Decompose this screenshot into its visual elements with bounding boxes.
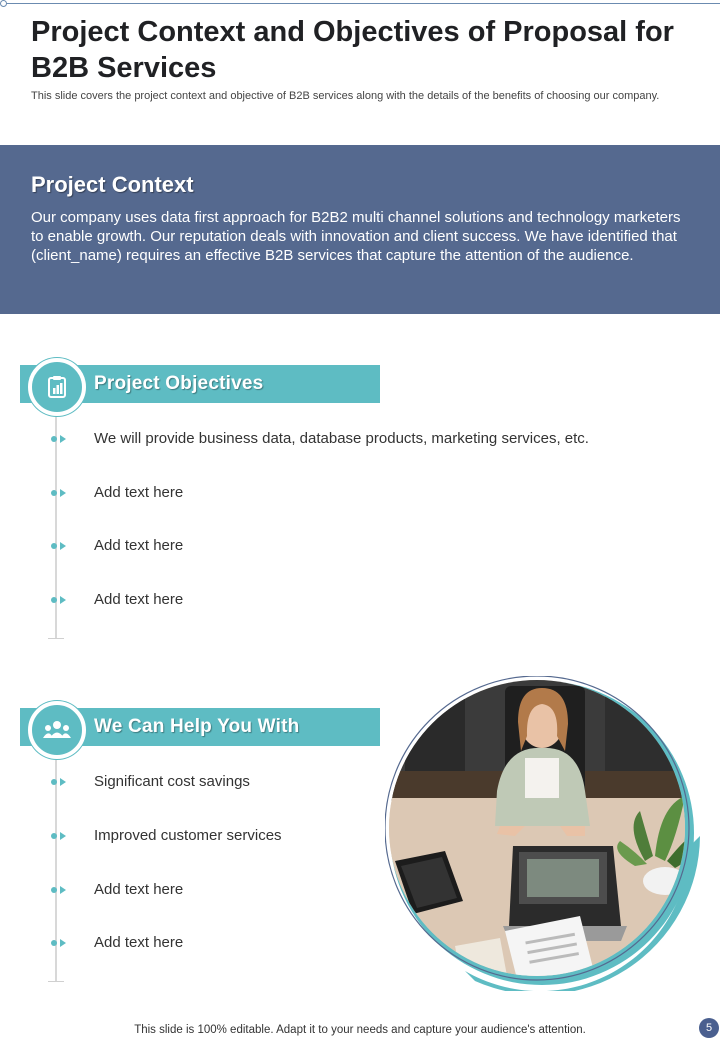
woman-at-laptop-photo <box>385 676 700 991</box>
bullet-icon <box>50 487 68 499</box>
help-item: Improved customer services <box>94 827 282 844</box>
objective-item: Add text here <box>94 484 184 501</box>
bullet-icon <box>50 884 68 896</box>
page-number-badge: 5 <box>699 1018 719 1038</box>
help-item: Add text here <box>94 934 184 951</box>
objective-item: Add text here <box>94 591 184 608</box>
footer-note: This slide is 100% editable. Adapt it to your needs and capture your audience's attention. <box>134 1024 586 1036</box>
objective-item: We will provide business data, database products, marketing services, etc. <box>94 430 589 447</box>
help-title: We Can Help You With <box>94 716 300 737</box>
bullet-icon <box>50 937 68 949</box>
objectives-title: Project Objectives <box>94 373 264 394</box>
objective-item: Add text here <box>94 537 184 554</box>
bullet-icon <box>50 830 68 842</box>
team-icon <box>28 701 86 759</box>
top-rule-dot <box>0 0 7 7</box>
bullet-icon <box>50 776 68 788</box>
page-title: Project Context and Objectives of Proposal for B2B Services <box>31 16 674 84</box>
top-rule <box>4 3 720 4</box>
clipboard-chart-icon <box>28 358 86 416</box>
objectives-timeline-end <box>48 638 64 639</box>
context-title: Project Context <box>31 172 194 197</box>
context-body: Our company uses data first approach for B2B2 multi channel solutions and technology marketers to enable growth. Our reputation deals with innovation and client success. We have identified that (client_name) requires an effective B2B services that capture the attention of the audience. <box>31 209 681 264</box>
help-item: Add text here <box>94 881 184 898</box>
bullet-icon <box>50 594 68 606</box>
help-item: Significant cost savings <box>94 773 250 790</box>
bullet-icon <box>50 433 68 445</box>
bullet-icon <box>50 540 68 552</box>
help-timeline-end <box>48 981 64 982</box>
page-subtitle: This slide covers the project context and objective of B2B services along with the details of the benefits of choosing our company. <box>31 90 660 102</box>
